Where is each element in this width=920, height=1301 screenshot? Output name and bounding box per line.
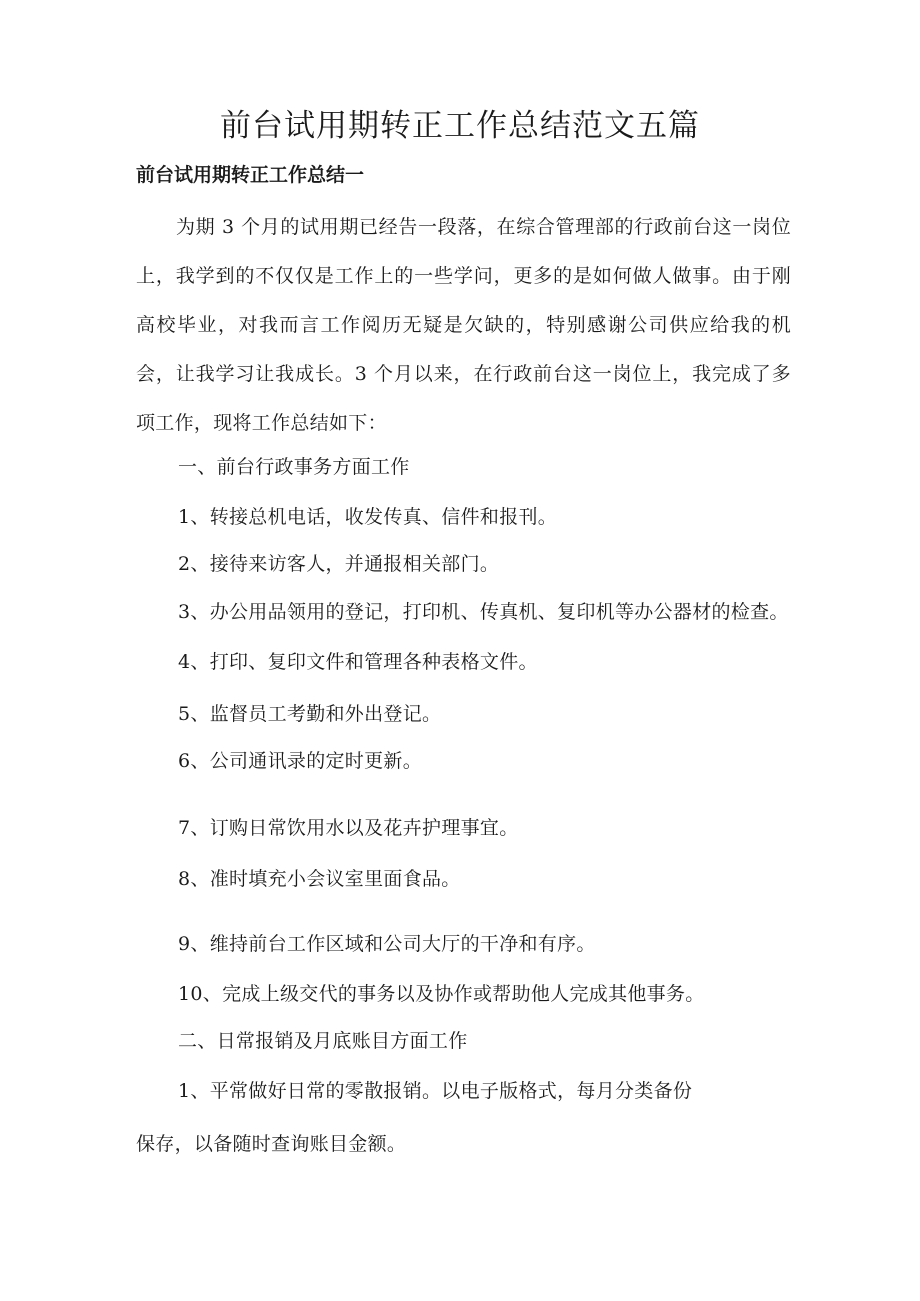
part1-item: 9、维持前台工作区域和公司大厅的干净和有序。 [178, 933, 596, 955]
part1-item: 10、完成上级交代的事务以及协作或帮助他人完成其他事务。 [178, 983, 705, 1005]
part2-item-line: 保存，以备随时查询账目金额。 [136, 1133, 407, 1155]
part1-item: 4、打印、复印文件和管理各种表格文件。 [178, 651, 538, 673]
part1-heading: 一、前台行政事务方面工作 [178, 456, 410, 478]
document-title: 前台试用期转正工作总结范文五篇 [220, 108, 700, 144]
part1-item: 8、准时填充小会议室里面食品。 [178, 868, 461, 890]
part1-item: 7、订购日常饮用水以及花卉护理事宜。 [178, 817, 519, 839]
part2-item-line: 1、平常做好日常的零散报销。以电子版格式，每月分类备份 [178, 1080, 693, 1102]
part1-item: 1、转接总机电话，收发传真、信件和报刊。 [178, 506, 558, 528]
part1-item: 6、公司通讯录的定时更新。 [178, 750, 422, 772]
part1-item: 2、接待来访客人，并通报相关部门。 [178, 553, 500, 575]
part1-item: 5、监督员工考勤和外出登记。 [178, 703, 442, 725]
part1-item: 3、办公用品领用的登记，打印机、传真机、复印机等办公器材的检查。 [178, 601, 789, 623]
section-heading: 前台试用期转正工作总结一 [136, 164, 365, 186]
intro-paragraph: 为期 3 个月的试用期已经告一段落，在综合管理部的行政前台这一岗位上，我学到的不仅仅是工作上的一些学问，更多的是如何做人做事。由于刚高校毕业，对我而言工作阅历无疑是欠缺的，特别感谢公司供应给我的机会，让我学习让我成长。3 个月以来，在行政前台这一岗位上，我完成了多项工作，现将工作总结如下： [136, 216, 791, 434]
part2-heading: 二、日常报销及月底账目方面工作 [178, 1030, 468, 1052]
